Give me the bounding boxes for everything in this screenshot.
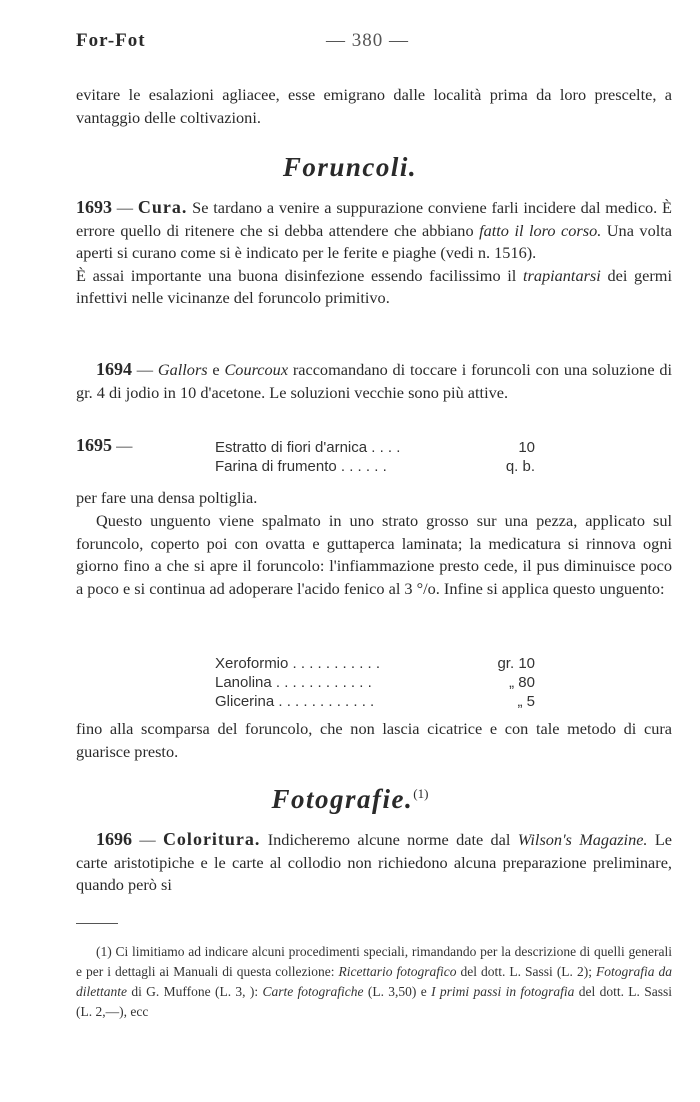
entry-text: dei germi infettivi nelle vicinanze del foruncolo primitivo. xyxy=(76,265,672,307)
entry-italic: Courcoux xyxy=(224,360,289,379)
treatment-paragraph: Questo unguento viene spalmato in uno strato grosso sur una pezza, applicato sul foruncolo, coperto poi con ovatta e guttaperca laminata; la medicatura si rinnova ogni giorno fino a che si apre il foruncolo: l'infiammazione presto cede, il pus diminuisce poco a poco e si continua ad adoperare l'acido fenico al 3 °/o. Infine si applica questo unguento: xyxy=(76,511,672,598)
entry-italic: Gallors xyxy=(157,360,208,379)
ingredient-qty: „ 80 xyxy=(509,674,535,691)
ingredient-qty: „ 5 xyxy=(517,693,535,710)
footnote-italic: Fotografia da dilettante xyxy=(76,964,672,999)
entry-text: Se tardano a venire a suppurazione conviene farli incidere dal medico. È errore quello di ritenere che si debba attendere che abbiano xyxy=(76,198,672,240)
running-header xyxy=(76,30,660,54)
recipe-row xyxy=(215,457,535,476)
entry-1694 xyxy=(76,358,672,404)
ingredient-name: Lanolina . . . . . . . . . . . . xyxy=(215,674,372,691)
recipe-list-2 xyxy=(215,654,535,711)
entry-number: 1696 xyxy=(96,829,132,849)
recipe-row xyxy=(215,654,535,673)
entry-dash: — xyxy=(132,830,163,849)
footnote-italic: I primi passi in fotografia xyxy=(431,984,575,999)
entry-dash: — xyxy=(132,360,158,379)
recipe-row xyxy=(215,692,535,711)
entry-text: raccomandano di toccare i foruncoli con una soluzione di gr. 4 di jodio in 10 d'acetone. Le soluzioni vecchie sono più attive. xyxy=(76,360,672,402)
entry-number: 1694 xyxy=(96,359,132,379)
section-title-fotografie xyxy=(0,784,700,815)
entry-dash: — xyxy=(112,436,133,455)
entry-1693 xyxy=(76,196,672,310)
entry-italic: Wilson's Magazine. xyxy=(517,830,648,849)
footnote-italic: Ricettario fotografico xyxy=(338,964,457,979)
recipe-note: per fare una densa poltiglia. xyxy=(76,488,258,507)
ingredient-name: Farina di frumento . . . . . . xyxy=(215,458,387,475)
footnote-text: (L. 3,50) e xyxy=(363,984,432,999)
entry-text: Una volta aperti si curano come si è indicato per le ferite e piaghe (vedi n. 1516). xyxy=(76,220,672,262)
ingredient-qty: 10 xyxy=(518,439,535,456)
footnote-text: del dott. L. Sassi (L. 2); xyxy=(456,964,596,979)
intro-paragraph: evitare le esalazioni agliacee, esse emigrano dalle località prima da loro prescelte, a vantaggio delle coltivazioni. xyxy=(76,85,672,127)
footnote-marker: (1) xyxy=(413,786,429,801)
entry-1695-label xyxy=(76,434,196,458)
entry-italic: fatto il loro corso. xyxy=(479,220,602,240)
ingredient-qty: q. b. xyxy=(505,458,535,475)
entry-text: Indicheremo alcune norme date dal xyxy=(260,830,518,849)
header-title: For-Fot xyxy=(76,30,146,51)
footnote-text: del dott. L. Sassi (L. 2,—), ecc xyxy=(76,984,672,1019)
entry-italic: trapiantarsi xyxy=(522,265,601,285)
entry-keyword: Coloritura. xyxy=(162,829,261,849)
section-title-text: Fotografie. xyxy=(271,784,414,814)
footnote-text: di G. Muffone (L. 3, ): xyxy=(127,984,263,999)
closing-paragraph: fino alla scomparsa del foruncolo, che non lascia cicatrice e con tale metodo di cura guarisce presto. xyxy=(76,719,672,761)
entry-number: 1695 xyxy=(76,435,112,455)
recipe-list-1 xyxy=(215,438,535,476)
ingredient-name: Xeroformio . . . . . . . . . . . xyxy=(215,655,381,672)
footnote-italic: Carte fotografiche xyxy=(262,984,364,999)
footnote-divider xyxy=(76,923,118,924)
page-number: — 380 — xyxy=(326,30,409,51)
entry-keyword: Cura. xyxy=(137,197,188,217)
entry-1696 xyxy=(76,828,672,897)
ingredient-name: Glicerina . . . . . . . . . . . . xyxy=(215,693,375,710)
recipe-row xyxy=(215,438,535,457)
footnote xyxy=(76,942,672,1022)
footnote-text: (1) Ci limitiamo ad indicare alcuni procedimenti speciali, rimandando per la descrizione di quelli generali e per i dettagli ai Manuali di questa collezione: xyxy=(76,944,672,979)
recipe-row xyxy=(215,673,535,692)
section-title-foruncoli: Foruncoli. xyxy=(282,152,418,182)
entry-text: e xyxy=(207,360,225,379)
ingredient-name: Estratto di fiori d'arnica . . . . xyxy=(215,439,401,456)
entry-dash: — xyxy=(112,198,138,217)
entry-text: Le carte aristotipiche e le carte al collodio non richiedono alcuna preparazione preliminare, quando però si xyxy=(76,830,673,894)
ingredient-qty: gr. 10 xyxy=(497,655,535,672)
entry-number: 1693 xyxy=(76,197,112,217)
entry-text: È assai importante una buona disinfezione essendo facilissimo il xyxy=(76,265,523,285)
